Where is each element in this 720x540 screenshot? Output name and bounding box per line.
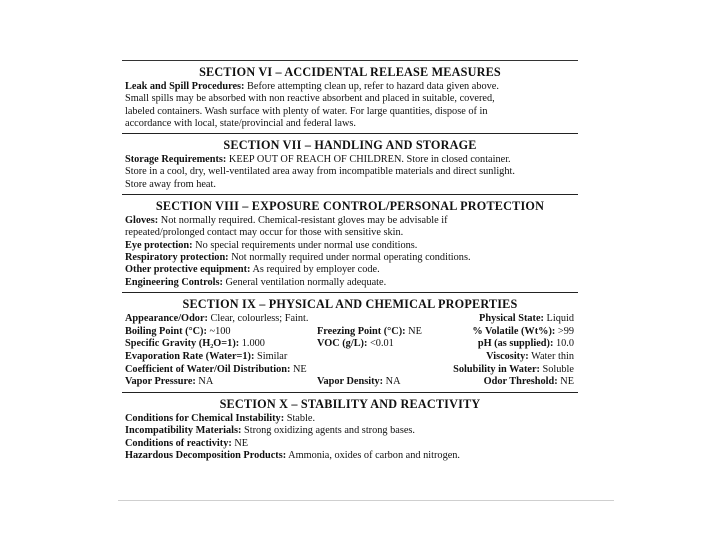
section-divider — [122, 133, 578, 134]
decomposition-line — [122, 450, 578, 462]
evaporation-label: Evaporation Rate (Water=1): — [125, 350, 255, 362]
boiling-point-value: ~100 — [206, 325, 231, 337]
freezing-point-cell — [317, 326, 457, 339]
storage-line — [122, 154, 578, 166]
section-divider — [122, 292, 578, 293]
vapor-pressure-value: NA — [195, 376, 214, 388]
leak-spill-line — [122, 81, 578, 93]
engineering-text: General ventilation normally adequate. — [222, 276, 387, 288]
incompatibility-text: Strong oxidizing agents and strong bases. — [241, 425, 416, 437]
viscosity-value: Water thin — [528, 350, 574, 362]
storage-label: Storage Requirements: — [125, 154, 227, 166]
decomposition-text: Ammonia, oxides of carbon and nitrogen. — [286, 449, 461, 461]
specific-gravity-cell — [125, 338, 317, 351]
ph-value: 10.0 — [553, 338, 574, 350]
coefficient-label: Coefficient of Water/Oil Distribution: — [125, 363, 291, 375]
other-equipment-text: As required by employer code. — [250, 264, 380, 276]
leak-spill-text: Before attempting clean up, refer to hazard data given above. — [244, 81, 499, 92]
instability-line — [122, 413, 578, 425]
voc-cell — [317, 338, 457, 351]
solubility-label: Solubility in Water: — [453, 363, 540, 375]
instability-label: Conditions for Chemical Instability: — [125, 413, 285, 425]
odor-threshold-cell — [457, 376, 578, 389]
properties-row — [125, 313, 578, 326]
boiling-point-label: Boiling Point (°C): — [125, 325, 207, 337]
voc-label: VOC (g/L): — [317, 338, 368, 350]
respiratory-text: Not normally required under normal operating conditions. — [228, 251, 471, 263]
gloves-line-2: repeated/prolonged contact may occur for those with sensitive skin. — [125, 227, 404, 239]
physical-state-cell — [350, 313, 579, 326]
eye-protection-text: No special requirements under normal use conditions. — [192, 239, 418, 251]
viscosity-label: Viscosity: — [486, 350, 529, 362]
incompatibility-label: Incompatibility Materials: — [125, 425, 242, 437]
properties-row — [125, 326, 578, 339]
coefficient-value: NE — [290, 363, 307, 375]
freezing-point-label: Freezing Point (°C): — [317, 325, 406, 337]
section-divider — [122, 194, 578, 195]
properties-row — [125, 376, 578, 389]
properties-row — [125, 351, 578, 364]
gloves-line — [122, 215, 578, 227]
reactivity-text: NE — [231, 437, 249, 449]
section-divider — [122, 392, 578, 393]
section-divider — [122, 60, 578, 61]
specific-gravity-label: Specific Gravity (H₂O=1): — [125, 338, 240, 350]
voc-value: <0.01 — [367, 338, 394, 350]
boiling-point-cell — [125, 326, 317, 339]
respiratory-line — [122, 252, 578, 264]
section-8-title: SECTION VIII – EXPOSURE CONTROL/PERSONAL PROTECTION — [155, 199, 545, 214]
ph-cell — [457, 338, 578, 351]
odor-threshold-value: NE — [557, 376, 574, 388]
volatile-cell — [457, 326, 578, 339]
storage-text: KEEP OUT OF REACH OF CHILDREN. Store in closed container. — [226, 154, 511, 166]
section-7-line-3: Store away from heat. — [125, 178, 216, 190]
section-9-title: SECTION IX – PHYSICAL AND CHEMICAL PROPERTIES — [182, 296, 518, 311]
leak-spill-label: Leak and Spill Procedures: — [125, 81, 245, 92]
properties-row — [125, 338, 578, 351]
vapor-density-cell — [317, 376, 457, 389]
instability-text: Stable. — [284, 413, 316, 425]
viscosity-cell — [350, 351, 579, 364]
volatile-label: % Volatile (Wt%): — [472, 325, 556, 337]
section-7-title: SECTION VII – HANDLING AND STORAGE — [223, 138, 477, 153]
gloves-text: Not normally required. Chemical-resistant gloves may be advisable if — [158, 215, 448, 227]
vapor-pressure-cell — [125, 376, 317, 389]
freezing-point-value: NE — [405, 325, 422, 337]
reactivity-line — [122, 438, 578, 450]
other-equipment-label: Other protective equipment: — [125, 264, 251, 276]
section-6-line-2: Small spills may be absorbed with non reactive absorbent and placed in suitable, covered, — [125, 93, 495, 105]
coefficient-cell — [125, 364, 350, 377]
vapor-density-label: Vapor Density: — [317, 376, 384, 388]
section-10-title: SECTION X – STABILITY AND REACTIVITY — [219, 397, 481, 412]
solubility-cell — [350, 364, 579, 377]
appearance-label: Appearance/Odor: — [125, 312, 208, 324]
ph-label: pH (as supplied): — [477, 338, 554, 350]
vapor-density-value: NA — [383, 376, 401, 388]
properties-grid — [122, 313, 578, 389]
eye-protection-label: Eye protection: — [125, 239, 193, 251]
appearance-cell — [125, 313, 350, 326]
evaporation-value: Similar — [254, 350, 288, 362]
reactivity-label: Conditions of reactivity: — [125, 437, 232, 449]
gloves-label: Gloves: — [125, 215, 159, 227]
engineering-label: Engineering Controls: — [125, 276, 223, 288]
engineering-line — [122, 277, 578, 289]
decomposition-label: Hazardous Decomposition Products: — [125, 449, 287, 461]
physical-state-label: Physical State: — [479, 312, 544, 324]
incompatibility-line — [122, 425, 578, 437]
physical-state-value: Liquid — [543, 312, 574, 324]
solubility-value: Soluble — [539, 363, 574, 375]
sds-document — [122, 60, 578, 462]
eye-protection-line — [122, 240, 578, 252]
properties-row — [125, 364, 578, 377]
respiratory-label: Respiratory protection: — [125, 251, 229, 263]
section-6-title: SECTION VI – ACCIDENTAL RELEASE MEASURES — [199, 65, 501, 79]
other-equipment-line — [122, 264, 578, 276]
section-6-line-4: accordance with local, state/provincial and federal laws. — [125, 117, 357, 129]
odor-threshold-label: Odor Threshold: — [483, 376, 558, 388]
section-6-line-3: labeled containers. Wash surface with plenty of water. For large quantities, dispose of in — [125, 105, 488, 117]
specific-gravity-value: 1.000 — [239, 338, 265, 350]
appearance-value: Clear, colourless; Faint. — [207, 312, 309, 324]
page-bottom-rule — [118, 500, 614, 501]
evaporation-cell — [125, 351, 350, 364]
section-7-line-2: Store in a cool, dry, well-ventilated area away from incompatible materials and direct sunlight. — [125, 166, 515, 178]
volatile-value: >99 — [555, 325, 574, 337]
vapor-pressure-label: Vapor Pressure: — [125, 376, 196, 388]
